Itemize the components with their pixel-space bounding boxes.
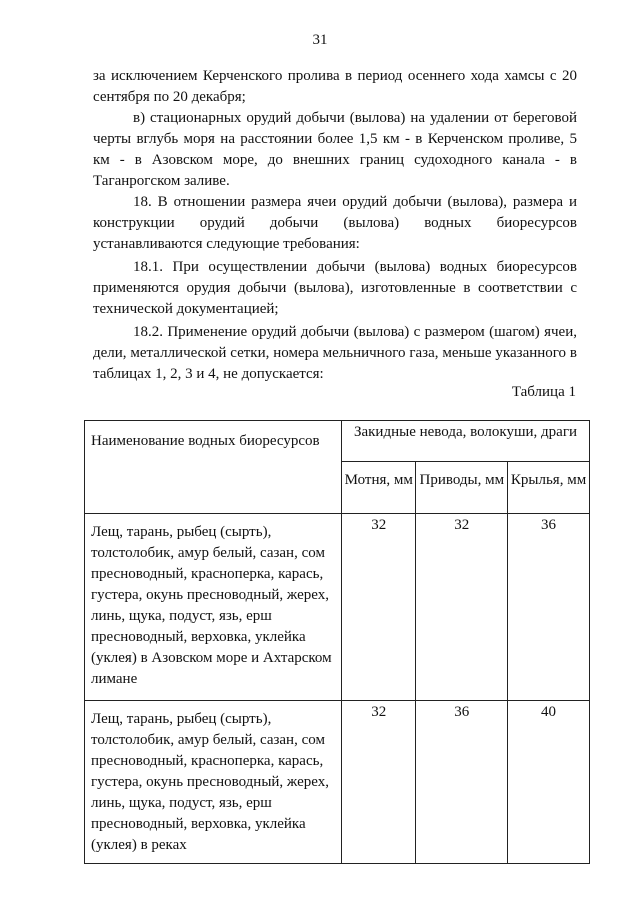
value-krylya: 36 <box>508 514 590 701</box>
value-krylya: 40 <box>508 701 590 864</box>
paragraph-18: 18. В отношении размера ячеи орудий добычи (вылова), размера и конструкции орудий добычи (вылова) водных биоресурсов устанавливаются следующие требования: <box>93 194 577 252</box>
table-row <box>85 514 590 701</box>
value-privody: 32 <box>416 514 508 701</box>
paragraph-item-v: в) стационарных орудий добычи (вылова) на удалении от береговой черты вглубь моря на расстоянии более 1,5 км - в Керченском проливе, 5 км - в Азовском море, до внешних границ судоходного канала - в Таганрогском заливе. <box>93 110 577 189</box>
table-header-row <box>85 421 590 462</box>
value-motnya: 32 <box>342 514 416 701</box>
header-species-name: Наименование водных биоресурсов <box>85 421 342 514</box>
table-caption: Таблица 1 <box>511 384 576 400</box>
page-number: 31 <box>312 32 328 48</box>
paragraph-continuation: за исключением Керченского пролива в период осеннего хода хамсы с 20 сентября по 20 декабря; <box>93 68 577 105</box>
subheader-krylya: Крылья, мм <box>508 462 590 514</box>
species-cell: Лещ, тарань, рыбец (сырть), толстолобик, амур белый, сазан, сом пресноводный, красноперка, карась, густера, окунь пресноводный, жерех, линь, щука, подуст, язь, ерш пресноводный, верховка, уклейка (уклея) в Азовском море и Ахтарском лимане <box>85 514 342 701</box>
paragraph-18-1: 18.1. При осуществлении добычи (вылова) водных биоресурсов применяются орудия добычи (вылова), изготовленные в соответствии с технической документацией; <box>93 259 577 317</box>
subheader-privody: Приводы, мм <box>416 462 508 514</box>
body-text <box>93 66 577 385</box>
header-gear-group: Закидные невода, волокуши, драги <box>342 421 590 462</box>
species-cell: Лещ, тарань, рыбец (сырть), толстолобик, амур белый, сазан, сом пресноводный, красноперка, карась, густера, окунь пресноводный, жерех, линь, щука, подуст, язь, ерш пресноводный, верховка, уклейка (уклея) в реках <box>85 701 342 864</box>
table-row <box>85 701 590 864</box>
paragraph-18-2: 18.2. Применение орудий добычи (вылова) с размером (шагом) ячеи, дели, металлической сетки, номера мельничного газа, меньше указанного в таблицах 1, 2, 3 и 4, не допускается: <box>93 324 577 382</box>
mesh-size-table <box>84 420 590 864</box>
value-privody: 36 <box>416 701 508 864</box>
value-motnya: 32 <box>342 701 416 864</box>
subheader-motnya: Мотня, мм <box>342 462 416 514</box>
